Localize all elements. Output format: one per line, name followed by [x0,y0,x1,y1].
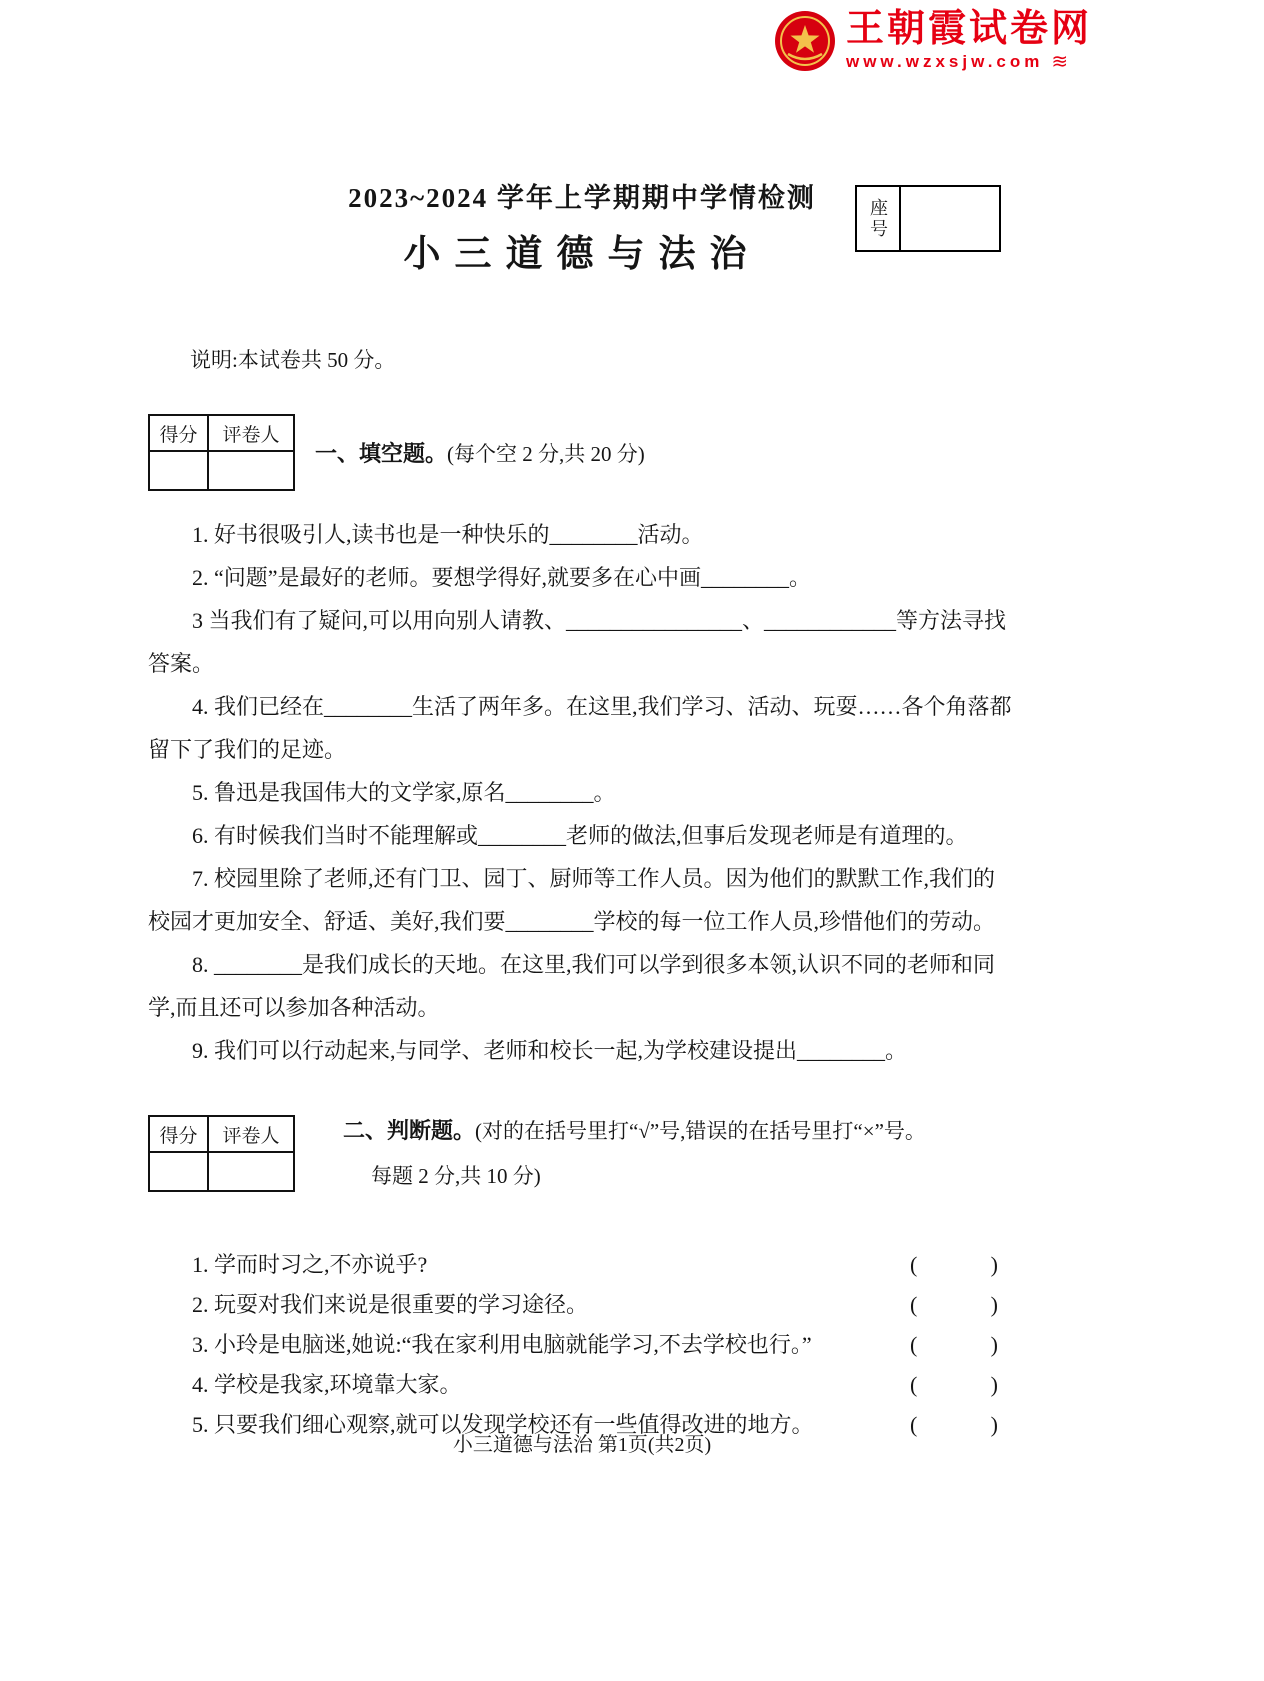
exam-session-title: 2023~2024 学年上学期期中学情检测 [348,183,816,213]
truefalse-question: 3. 小玲是电脑迷,她说:“我在家利用电脑就能学习,不去学校也行。” [192,1332,812,1357]
bracket-open: ( [910,1292,918,1317]
fill-question-3: 3 当我们有了疑问,可以用向别人请教、________________、____________等方法寻找答案。 [148,608,1007,676]
truefalse-question-list [148,1245,1016,1445]
fill-question-6: 6. 有时候我们当时不能理解或________老师的做法,但事后发现老师是有道理的。 [192,823,968,848]
fill-question-9: 9. 我们可以行动起来,与同学、老师和校长一起,为学校建设提出________。 [192,1038,908,1063]
section2-title: 二、判断题。 [343,1118,476,1143]
truefalse-question: 4. 学校是我家,环境靠大家。 [192,1372,462,1397]
answer-brackets [910,1245,998,1285]
fill-question-8: 8. ________是我们成长的天地。在这里,我们可以学到很多本领,认识不同的老师和同学,而且还可以参加各种活动。 [148,952,996,1020]
fill-question-1: 1. 好书很吸引人,读书也是一种快乐的________活动。 [192,522,704,547]
bracket-close: ) [990,1372,998,1397]
truefalse-row-1 [148,1245,1016,1285]
bracket-close: ) [990,1412,998,1437]
answer-brackets [910,1285,998,1325]
fill-question-4: 4. 我们已经在________生活了两年多。在这里,我们学习、活动、玩耍……各个角落都留下了我们的足迹。 [148,694,1012,762]
paper-instructions: 说明:本试卷共 50 分。 [190,348,396,372]
flourish-icon: ≋ [1051,50,1069,73]
grader-blank-cell [208,1152,294,1191]
bracket-close: ) [990,1292,998,1317]
grader-label: 评卷人 [208,415,294,451]
bracket-close: ) [990,1332,998,1357]
answer-brackets [910,1365,998,1405]
score-label: 得分 [149,415,208,451]
bracket-open: ( [910,1332,918,1357]
truefalse-row-3 [148,1325,1016,1365]
truefalse-question: 5. 只要我们细心观察,就可以发现学校还有一些值得改进的地方。 [192,1412,814,1437]
page-footer: 小三道德与法治 第1页(共2页) [452,1434,712,1456]
section2-note-line2: 每题 2 分,共 10 分) [371,1164,541,1188]
section1-heading [315,437,645,468]
truefalse-row-2 [148,1285,1016,1325]
section2-score-panel [148,1108,1016,1199]
seat-number-blank [901,187,999,250]
score-blank-cell [149,1152,208,1191]
truefalse-question: 1. 学而时习之,不亦说乎? [192,1252,428,1277]
fill-question-2: 2. “问题”是最好的老师。要想学得好,就要多在心中画________。 [192,565,812,590]
fill-question-5: 5. 鲁迅是我国伟大的文学家,原名________。 [192,780,616,805]
section1-score-panel [148,414,1016,491]
section1-title: 一、填空题。 [315,441,448,466]
truefalse-row-4 [148,1365,1016,1405]
bracket-open: ( [910,1412,918,1437]
site-logo-text [846,10,1092,72]
exam-subject-title: 小三道德与法治 [403,233,761,274]
fill-question-list [148,513,1016,1072]
truefalse-question: 2. 玩耍对我们来说是很重要的学习途径。 [192,1292,589,1317]
fill-question-7: 7. 校园里除了老师,还有门卫、园丁、厨师等工作人员。因为他们的默默工作,我们的校园才更加安全、舒适、美好,我们要________学校的每一位工作人员,珍惜他们的劳动。 [148,866,996,934]
site-emblem-icon [774,10,836,72]
section2-note: (对的在括号里打“√”号,错误的在括号里打“×”号。 [475,1119,926,1143]
section2-heading [343,1108,926,1199]
seat-number-label: 座号 [857,187,901,250]
site-name: 王朝霞试卷网 [845,8,1092,51]
bracket-open: ( [910,1252,918,1277]
score-table [148,1115,295,1192]
site-logo [774,10,1092,72]
paper-content [148,332,1016,1445]
score-label: 得分 [149,1116,208,1152]
section1-note: (每个空 2 分,共 20 分) [447,442,645,466]
bracket-open: ( [910,1372,918,1397]
grader-label: 评卷人 [208,1116,294,1152]
answer-brackets [910,1325,998,1365]
score-blank-cell [149,451,208,490]
score-table [148,414,295,491]
seat-number-box [855,185,1001,252]
grader-blank-cell [208,451,294,490]
site-url: www.wzxsjw.com [845,51,1044,71]
bracket-close: ) [990,1252,998,1277]
